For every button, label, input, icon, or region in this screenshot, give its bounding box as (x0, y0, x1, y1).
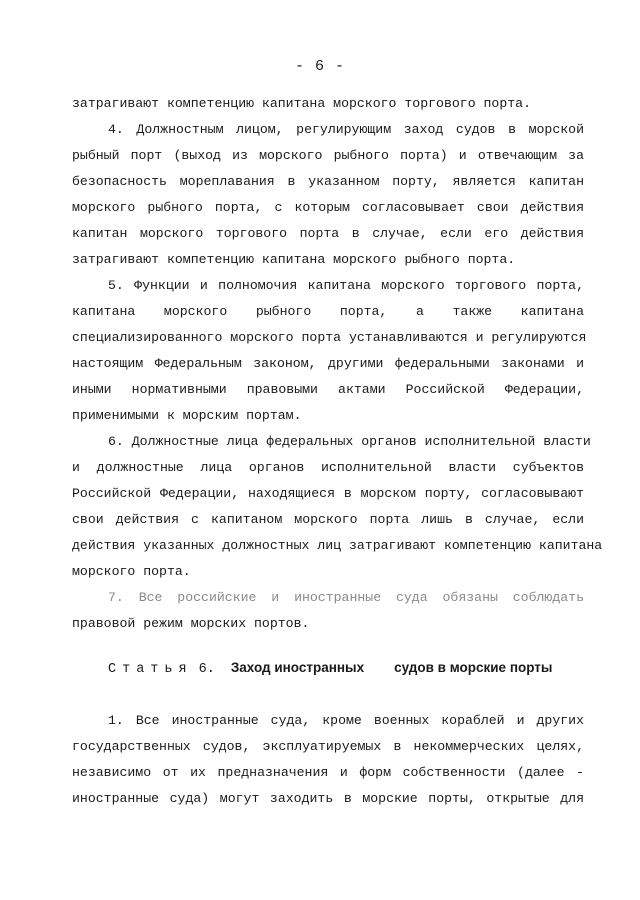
text-line: иностранные суда) могут заходить в морские порты, открытые для (72, 791, 584, 806)
text-line: капитан морского торгового порта в случае, если его действия (72, 226, 584, 241)
article-title-part2: судов в морские порты (394, 660, 553, 675)
text-line: морского рыбного порта, с которым согласовывает свои действия (72, 200, 584, 215)
article-title (231, 660, 553, 675)
text-line: свои действия с капитаном морского порта лишь в случае, если (72, 512, 584, 527)
text-line: 5. Функции и полномочия капитана морского торгового порта, (108, 278, 584, 293)
text-line: и должностные лица органов исполнительной власти субъектов (72, 460, 584, 475)
text-line: специализированного морского порта устанавливаются и регулируются (72, 330, 587, 345)
text-line: правовой режим морских портов. (72, 616, 310, 631)
article-number: 6. (198, 662, 215, 677)
article-word: Статья (108, 662, 193, 677)
text-line: капитана морского рыбного порта, а также капитана (72, 304, 584, 319)
text-line: независимо от их предназначения и форм собственности (далее - (72, 765, 584, 780)
text-line: 7. Все российские и иностранные суда обязаны соблюдать (108, 590, 584, 605)
page-number: - 6 - (294, 58, 345, 75)
text-line: безопасность мореплавания в указанном порту, является капитан (72, 174, 584, 189)
text-line: морского порта. (72, 564, 191, 579)
text-line: действия указанных должностных лиц затрагивают компетенцию капитана (72, 538, 603, 553)
article-heading (108, 660, 584, 678)
text-line: 1. Все иностранные суда, кроме военных кораблей и других (108, 713, 584, 728)
text-line: затрагивают компетенцию капитана морского рыбного порта. (72, 252, 516, 267)
text-line: Российской Федерации, находящиеся в морском порту, согласовывают (72, 486, 584, 501)
text-line: затрагивают компетенцию капитана морского торгового порта. (72, 96, 531, 111)
text-line: рыбный порт (выход из морского рыбного порта) и отвечающим за (72, 148, 584, 163)
text-line: иными нормативными правовыми актами Российской Федерации, (72, 382, 584, 397)
text-line: государственных судов, эксплуатируемых в некоммерческих целях, (72, 739, 584, 754)
article-title-part1: Заход иностранных (230, 660, 365, 675)
text-line: 6. Должностные лица федеральных органов исполнительной власти (108, 434, 591, 449)
text-line: настоящим Федеральным законом, другими федеральными законами и (72, 356, 584, 371)
text-line: применимыми к морским портам. (72, 408, 302, 423)
text-line: 4. Должностным лицом, регулирующим заход судов в морской (108, 122, 584, 137)
